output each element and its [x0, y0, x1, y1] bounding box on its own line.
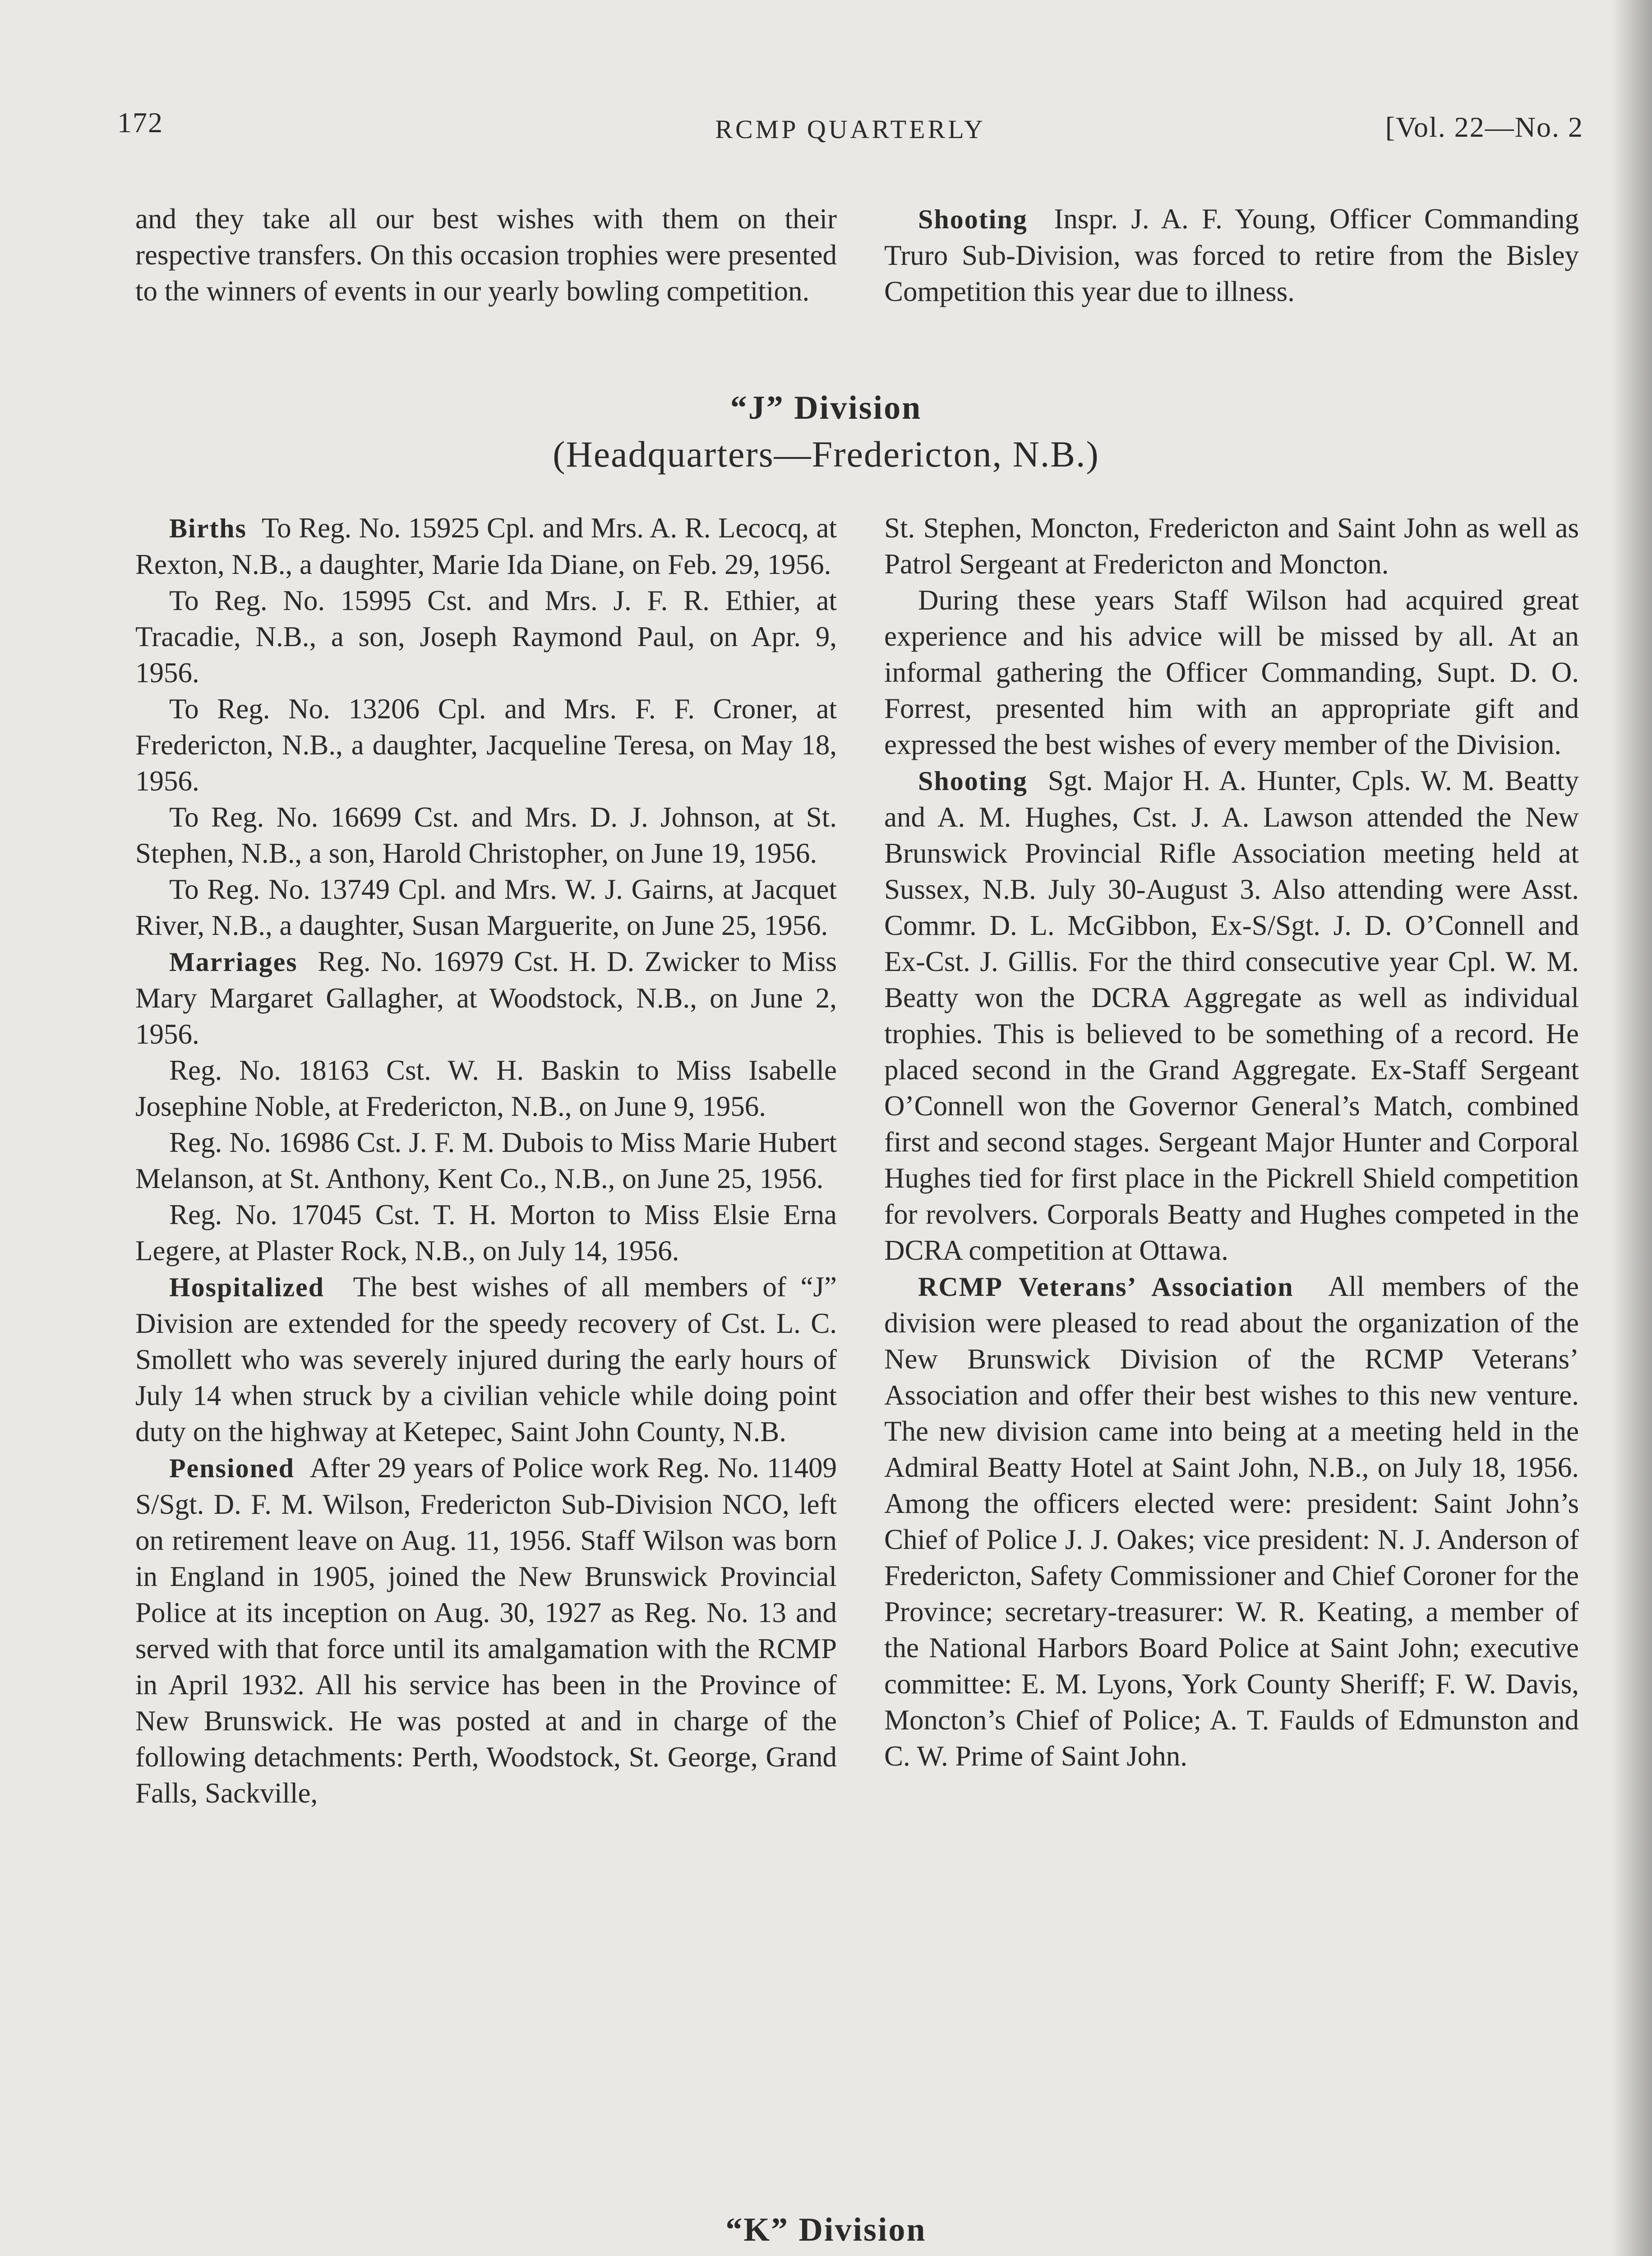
- paragraph: [135, 799, 837, 871]
- paragraph-text: Sgt. Major H. A. Hunter, Cpls. W. M. Beatty and A. M. Hughes, Cst. J. A. Lawson attended the New Brunswick Provincial Rifle Association meeting held at Sussex, N.B. July 30-August 3. Also attending were Asst. Commr. D. L. McGibbon, Ex-S/Sgt. J. D. O’Connell and Ex-Cst. J. Gillis. For the third consecutive year Cpl. W. M. Beatty won the DCRA Aggregate as well as individual trophies. This is believed to be something of a record. He placed second in the Grand Aggregate. Ex-Staff Sergeant O’Connell won the Governor General’s Match, combined first and second stages. Sergeant Major Hunter and Corporal Hughes tied for first place in the Pickrell Shield competition for revolvers. Corporals Beatty and Hughes competed in the DCRA competition at Ottawa.: [884, 765, 1579, 1266]
- paragraph-text: Reg. No. 18163 Cst. W. H. Baskin to Miss Isabelle Josephine Noble, at Fredericton, N.B., on June 9, 1956.: [135, 1054, 837, 1122]
- paragraph: [135, 1197, 837, 1269]
- paragraph-text: After 29 years of Police work Reg. No. 11409 S/Sgt. D. F. M. Wilson, Fredericton Sub-Division NCO, left on retirement leave on Aug. 11, 1956. Staff Wilson was born in England in 1905, joined the New Brunswick Provincial Police at its inception on Aug. 30, 1927 as Reg. No. 13 and served with that force until its amalgamation with the RCMP in April 1932. All his service has been in the Province of New Brunswick. He was posted at and in charge of the following detachments: Perth, Woodstock, St. George, Grand Falls, Sackville,: [135, 1452, 837, 1809]
- paragraph-text: Inspr. J. A. F. Young, Officer Commanding Truro Sub-Division, was forced to retire from the Bisley Competition this year due to illness.: [884, 203, 1579, 307]
- paragraph: [135, 582, 837, 691]
- paragraph-text: Reg. No. 17045 Cst. T. H. Morton to Miss Elsie Erna Legere, at Plaster Rock, N.B., on July 14, 1956.: [135, 1199, 837, 1267]
- section-lead: Marriages: [169, 947, 298, 977]
- section-lead: Shooting: [918, 204, 1028, 234]
- paragraph: and they take all our best wishes with them on their respective transfers. On this occasion trophies were presented to the winners of events in our yearly bowling competition.: [135, 203, 837, 307]
- j-division-subtitle: (Headquarters—Fredericton, N.B.): [553, 434, 1099, 475]
- paragraph: [135, 510, 837, 582]
- paragraph: [884, 1268, 1579, 1774]
- page-number: 172: [117, 106, 163, 139]
- running-header: [117, 106, 1583, 147]
- paragraph: [135, 1450, 837, 1811]
- paragraph-text: To Reg. No. 13749 Cpl. and Mrs. W. J. Gairns, at Jacquet River, N.B., a daughter, Susan Marguerite, on June 25, 1956.: [135, 874, 837, 941]
- paragraph: [135, 943, 837, 1052]
- paragraph: [884, 582, 1579, 763]
- paragraph: [135, 1124, 837, 1197]
- paragraph-text: To Reg. No. 16699 Cst. and Mrs. D. J. Johnson, at St. Stephen, N.B., a son, Harold Christopher, on June 19, 1956.: [135, 801, 837, 869]
- journal-title: RCMP QUARTERLY: [715, 115, 986, 144]
- k-division-title: “K” Division: [725, 2211, 927, 2248]
- paragraph: [884, 510, 1579, 582]
- paragraph-text: St. Stephen, Moncton, Fredericton and Saint John as well as Patrol Sergeant at Fredericton and Moncton.: [884, 512, 1579, 580]
- top-left-column: [135, 201, 837, 309]
- paragraph-text: To Reg. No. 13206 Cpl. and Mrs. F. F. Croner, at Fredericton, N.B., a daughter, Jacqueline Teresa, on May 18, 1956.: [135, 693, 837, 797]
- section-lead: Births: [169, 513, 247, 543]
- paragraph-text: To Reg. No. 15995 Cst. and Mrs. J. F. R. Ethier, at Tracadie, N.B., a son, Joseph Raymond Paul, on Apr. 9, 1956.: [135, 585, 837, 689]
- paragraph-text: The best wishes of all members of “J” Division are extended for the speedy recovery of Cst. L. C. Smollett who was severely injured during the early hours of July 14 when struck by a civilian vehicle while doing point duty on the highway at Ketepec, Saint John County, N.B.: [135, 1271, 837, 1447]
- page-edge-shadow: [1611, 0, 1652, 2256]
- section-lead: Hospitalized: [169, 1272, 325, 1302]
- paragraph: [884, 763, 1579, 1268]
- paragraph-text: Reg. No. 16986 Cst. J. F. M. Dubois to Miss Marie Hubert Melanson, at St. Anthony, Kent Co., N.B., on June 25, 1956.: [135, 1127, 837, 1194]
- section-lead: RCMP Veterans’ Association: [918, 1272, 1294, 1302]
- section-lead: Pensioned: [169, 1453, 295, 1483]
- section-lead: Shooting: [918, 766, 1028, 796]
- top-right-column: [884, 201, 1579, 310]
- paragraph: [135, 1052, 837, 1124]
- paragraph: [135, 1269, 837, 1450]
- volume-label: [Vol. 22—No. 2: [1385, 111, 1583, 143]
- paragraph-text: All members of the division were pleased to read about the organization of the New Brunswick Division of the RCMP Veterans’ Association and offer their best wishes to this new venture. The new division came into being at a meeting held in the Admiral Beatty Hotel at Saint John, N.B., on July 18, 1956. Among the officers elected were: president: Saint John’s Chief of Police J. J. Oakes; vice president: N. J. Anderson of Fredericton, Safety Commissioner and Chief Coroner for the Province; secretary-treasurer: W. R. Keating, a member of the National Harbors Board Police at Saint John; executive committee: E. M. Lyons, York County Sheriff; F. W. Davis, Moncton’s Chief of Police; A. T. Faulds of Edmunston and C. W. Prime of Saint John.: [884, 1271, 1579, 1772]
- paragraph: [884, 201, 1579, 310]
- paragraph: [135, 871, 837, 943]
- j-division-left-column: [135, 510, 837, 1811]
- j-division-right-column: [884, 510, 1579, 1774]
- paragraph: [135, 691, 837, 799]
- paragraph-text: Reg. No. 16979 Cst. H. D. Zwicker to Miss Mary Margaret Gallagher, at Woodstock, N.B., on June 2, 1956.: [135, 946, 837, 1050]
- paragraph-text: To Reg. No. 15925 Cpl. and Mrs. A. R. Lecocq, at Rexton, N.B., a daughter, Marie Ida Diane, on Feb. 29, 1956.: [135, 512, 837, 580]
- paragraph-text: During these years Staff Wilson had acquired great experience and his advice will be missed by all. At an informal gathering the Officer Commanding, Supt. D. O. Forrest, presented him with an appropriate gift and expressed the best wishes of every member of the Division.: [884, 584, 1579, 760]
- j-division-title: “J” Division: [730, 389, 922, 426]
